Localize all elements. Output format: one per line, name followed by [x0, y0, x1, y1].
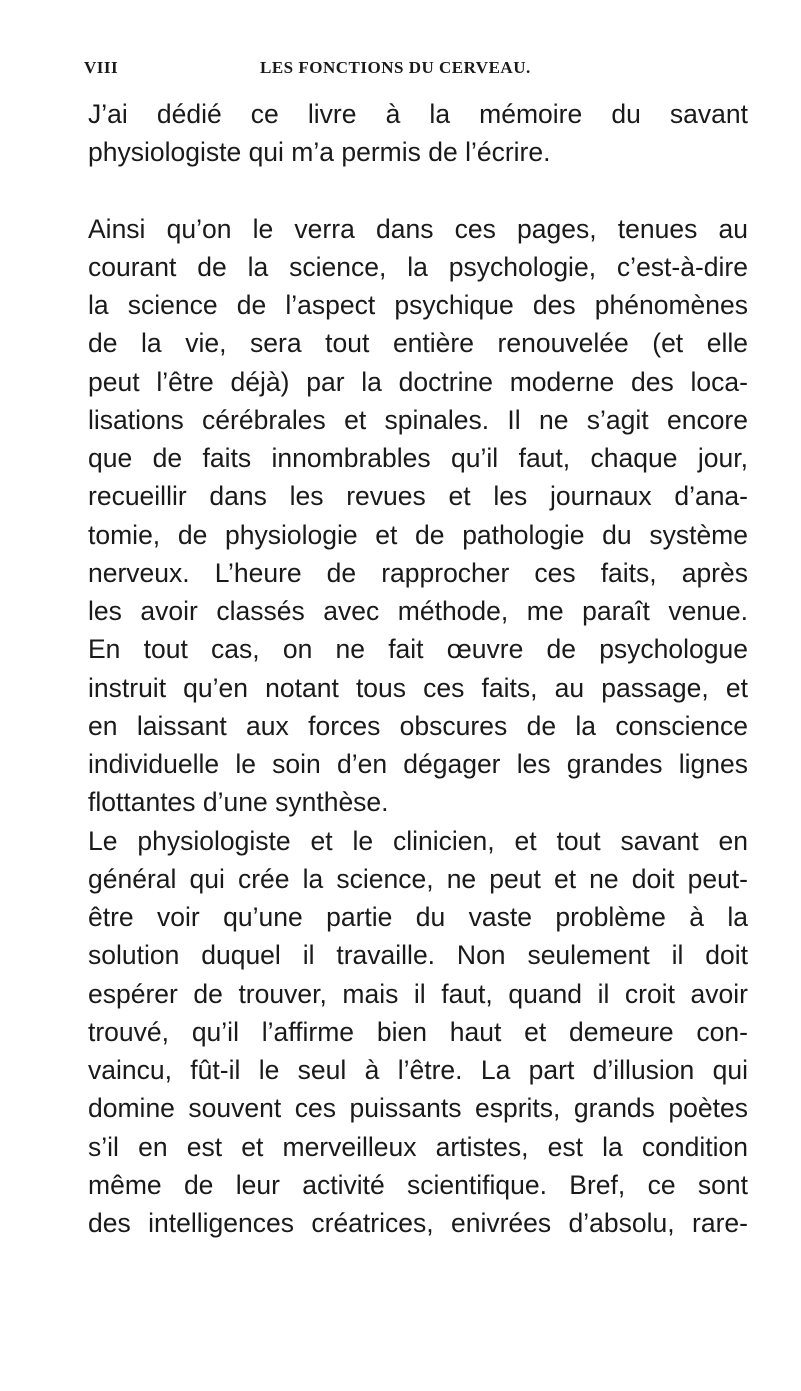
text-line: tomie, de physiologie et de pathologie du système: [88, 519, 748, 550]
text-line: courant de la science, la psychologie, c’est-à-dire: [88, 251, 748, 282]
text-line: vaincu, fût-il le seul à l’être. La part d’illusion qui: [88, 1055, 748, 1085]
text-line: général qui crée la science, ne peut et ne doit peut-: [88, 863, 748, 894]
text-line: des intelligences créatrices, enivrées d’absolu, rare-: [88, 1208, 748, 1238]
text-line: en laissant aux forces obscures de la conscience: [88, 710, 748, 741]
text-line: être voir qu’une partie du vaste problème à la: [88, 902, 748, 932]
text-line: même de leur activité scientifique. Bref, ce sont: [88, 1169, 748, 1200]
paragraph: [88, 95, 748, 172]
text-line: la science de l’aspect psychique des phénomènes: [88, 290, 748, 320]
body-text: [88, 95, 748, 1242]
paragraph: [88, 822, 748, 1243]
text-line: En tout cas, on ne fait œuvre de psychologue: [88, 634, 748, 665]
running-title: LES FONCTIONS DU CERVEAU.: [260, 58, 531, 77]
text-line: individuelle le soin d’en dégager les grandes lignes: [88, 749, 748, 779]
text-line: solution duquel il travaille. Non seulement il doit: [88, 940, 748, 971]
paragraph-gap: [88, 172, 748, 210]
running-head: [84, 58, 744, 80]
text-line: instruit qu’en notant tous ces faits, au passage, et: [88, 672, 748, 703]
text-line: espérer de trouver, mais il faut, quand il croit avoir: [88, 978, 748, 1009]
page-number: VIII: [84, 58, 119, 77]
text-line: de la vie, sera tout entière renouvelée (et elle: [88, 328, 748, 359]
text-line: Le physiologiste et le clinicien, et tout savant en: [88, 825, 748, 856]
paragraph: [88, 210, 748, 822]
text-line: domine souvent ces puissants esprits, grands poètes: [88, 1093, 748, 1124]
text-line: recueillir dans les revues et les journaux d’ana-: [88, 481, 748, 512]
text-line: J’ai dédié ce livre à la mémoire du savant: [88, 99, 748, 129]
text-line: peut l’être déjà) par la doctrine moderne des loca-: [88, 366, 748, 397]
text-line: nerveux. L’heure de rapprocher ces faits, après: [88, 557, 748, 588]
text-line: physiologiste qui m’a permis de l’écrire.: [88, 137, 551, 168]
text-line: flottantes d’une synthèse.: [88, 787, 389, 818]
text-line: trouvé, qu’il l’affirme bien haut et demeure con-: [88, 1016, 748, 1047]
text-line: Ainsi qu’on le verra dans ces pages, tenues au: [88, 213, 748, 244]
text-line: s’il en est et merveilleux artistes, est la condition: [88, 1131, 748, 1162]
text-line: que de faits innombrables qu’il faut, chaque jour,: [88, 443, 748, 473]
text-line: lisations cérébrales et spinales. Il ne s’agit encore: [88, 404, 748, 435]
text-line: les avoir classés avec méthode, me paraît venue.: [88, 596, 748, 626]
